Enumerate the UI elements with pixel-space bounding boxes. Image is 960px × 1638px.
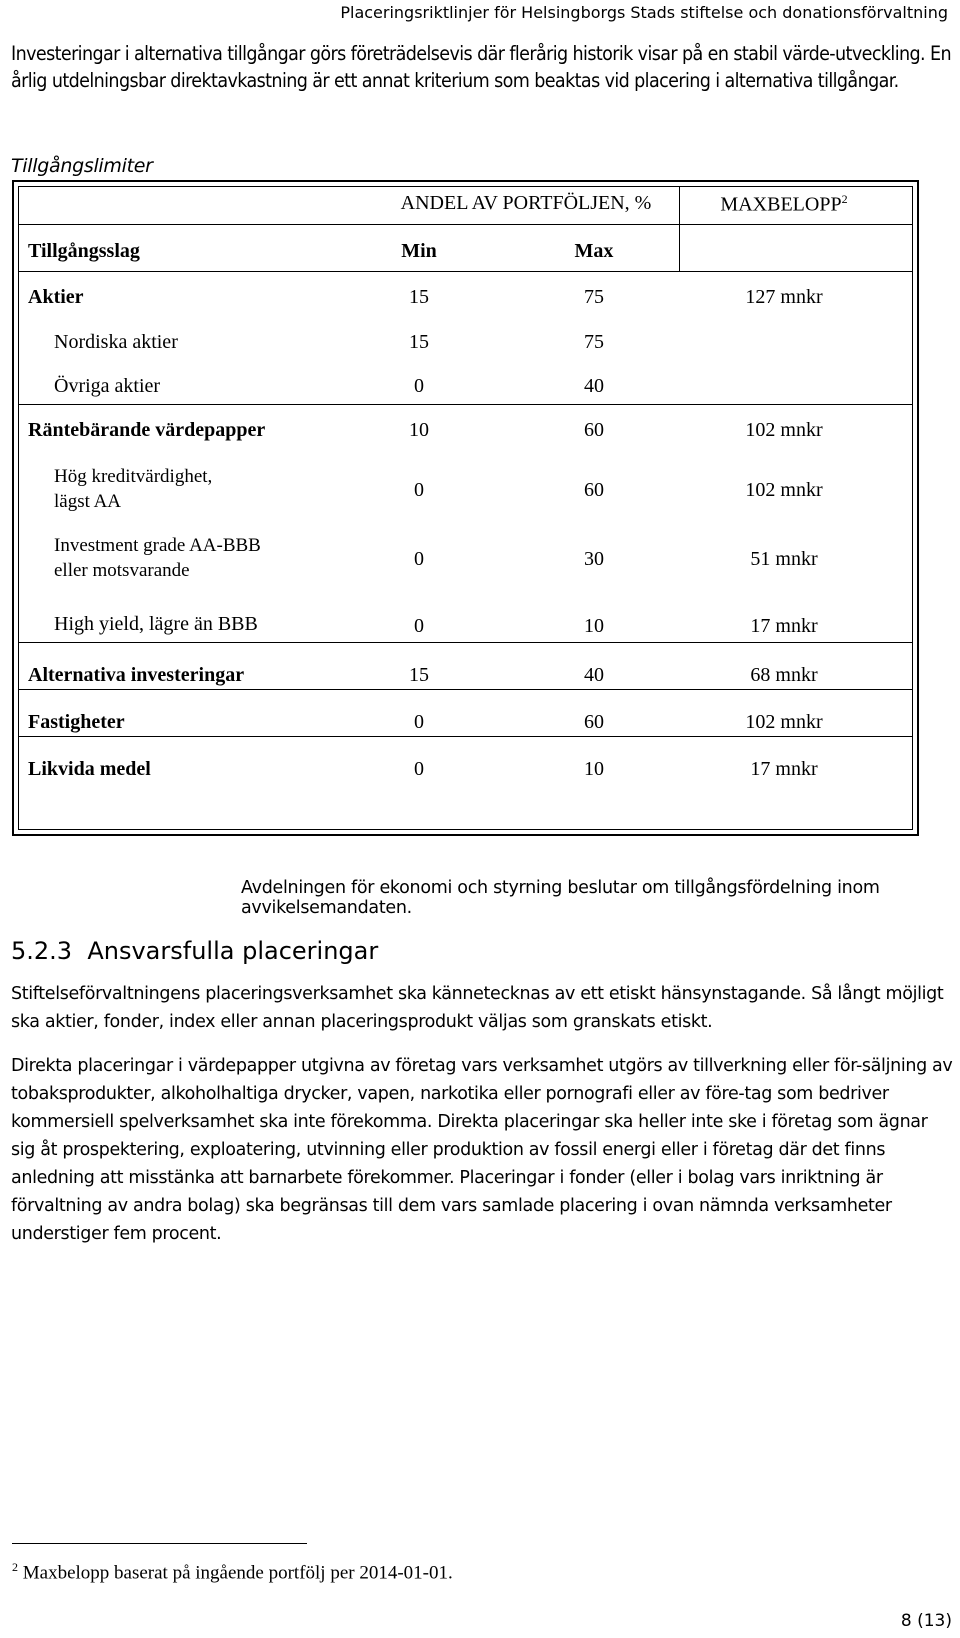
row-min: 0: [414, 479, 424, 501]
row-label: Likvida medel: [28, 758, 151, 780]
section-number: 5.2.3: [11, 937, 73, 965]
row-min: 0: [414, 548, 424, 570]
asset-limits-table: [12, 180, 919, 836]
section-line-alternativa: [19, 689, 912, 690]
section-title: Ansvarsfulla placeringar: [87, 937, 379, 965]
col-header-asset: Tillgångsslag: [28, 240, 140, 262]
header-divider: [679, 187, 680, 271]
row-amount: 102 mnkr: [745, 419, 823, 441]
row-label-line1: Hög kreditvärdighet,: [54, 466, 213, 487]
table-caption: Tillgångslimiter: [11, 155, 153, 177]
row-min: 0: [414, 615, 424, 637]
row-amount: 127 mnkr: [745, 286, 823, 308]
row-max: 40: [584, 375, 604, 397]
row-label: Räntebärande värdepapper: [28, 419, 266, 441]
row-amount: 102 mnkr: [745, 711, 823, 733]
row-max: 75: [584, 331, 604, 353]
section-line-aktier: [19, 404, 912, 405]
footnote: [12, 1560, 453, 1584]
row-label-line2: lägst AA: [54, 491, 122, 512]
footnote-separator: [12, 1543, 307, 1544]
row-max: 60: [584, 479, 604, 501]
row-max: 60: [584, 419, 604, 441]
footnote-marker: 2: [12, 1560, 18, 1574]
header-line-1: [19, 224, 912, 225]
row-max: 75: [584, 286, 604, 308]
col-header-max: Max: [574, 240, 614, 262]
row-amount: 102 mnkr: [745, 479, 823, 501]
row-min: 15: [409, 286, 429, 308]
header-maxbelopp: MAXBELOPP$^2$: [720, 192, 848, 216]
row-max: 30: [584, 548, 604, 570]
section-line-fastigheter: [19, 736, 912, 737]
row-max: 60: [584, 711, 604, 733]
row-min: 0: [414, 711, 424, 733]
row-amount: 17 mnkr: [750, 758, 818, 780]
header-maxbelopp-footnote-marker: 2: [841, 192, 848, 206]
header-andel: ANDEL AV PORTFÖLJEN, %: [400, 192, 652, 214]
row-max: 10: [584, 758, 604, 780]
row-amount: 51 mnkr: [750, 548, 818, 570]
section-paragraph-1: Stiftelseförvaltningens placeringsverksamhet ska kännetecknas av ett etiskt hänsynstagande. Så långt möjligt ska aktier, fonder, index eller annan placeringsprodukt väljas som granskats etiskt.: [11, 984, 944, 1032]
row-label: Övriga aktier: [54, 375, 161, 397]
row-min: 0: [414, 375, 424, 397]
intro-paragraph: Investeringar i alternativa tillgångar görs företrädelsevis där flerårig historik visar på en stabil värde-utveckling. En årlig utdelningsbar direktavkastning är ett annat kriterium som beaktas vid placering i alternativa tillgångar.: [11, 42, 951, 92]
page-number: 8 (13): [900, 1611, 952, 1631]
row-label: Nordiska aktier: [54, 331, 178, 353]
row-min: 15: [409, 331, 429, 353]
running-header: Placeringsriktlinjer för Helsingborgs Stads stiftelse och donationsförvaltning: [340, 3, 948, 22]
section-paragraph-2: Direkta placeringar i värdepapper utgivna av företag vars verksamhet utgörs av tillverkning eller för-säljning av tobaksprodukter, alkoholhaltiga drycker, vapen, narkotika eller pornografi eller av före-tag som bedriver kommersiell spelverksamhet ska inte förekomma. Direkta placeringar ska heller inte ske i företag som ägnar sig åt prospektering, exploatering, utvinning eller produktion av fossil energi eller i företag där det finns anledning att misstänka att barnarbete förekommer. Placeringar i fonder (eller i bolag vars inriktning är förvaltning av andra bolag) ska begränsas till dem vars samlade placering i ovan nämnda verksamheter understiger fem procent.: [11, 1056, 953, 1244]
row-label-line1: Investment grade AA-BBB: [54, 535, 261, 556]
header-line-2: [19, 271, 912, 272]
row-amount: 68 mnkr: [750, 664, 818, 686]
row-label: Alternativa investeringar: [28, 664, 245, 686]
row-label: Fastigheter: [28, 711, 125, 733]
section-line-ranta: [19, 642, 912, 643]
row-min: 15: [409, 664, 429, 686]
allocation-note: Avdelningen för ekonomi och styrning beslutar om tillgångsfördelning inom avvikelsemandaten.: [241, 878, 880, 918]
col-header-min: Min: [401, 240, 437, 262]
row-max: 40: [584, 664, 604, 686]
row-label: Aktier: [28, 286, 84, 308]
row-amount: 17 mnkr: [750, 615, 818, 637]
row-min: 0: [414, 758, 424, 780]
row-max: 10: [584, 615, 604, 637]
row-label-line2: eller motsvarande: [54, 560, 190, 581]
row-min: 10: [409, 419, 429, 441]
section-heading: [11, 937, 378, 965]
footnote-text: Maxbelopp baserat på ingående portfölj per 2014-01-01.: [22, 1562, 453, 1584]
row-label: High yield, lägre än BBB: [54, 613, 258, 635]
